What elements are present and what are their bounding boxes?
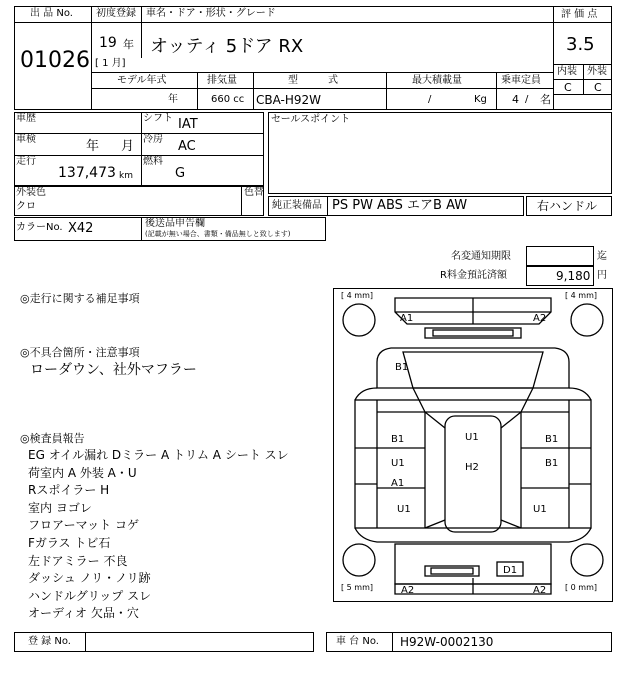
model-year-label: モデル年式 [117, 75, 167, 86]
model-value: CBA-H92W [256, 93, 322, 107]
tire-rr-depth: [ 0 mm] [565, 583, 598, 592]
max-load-unit: Kg [474, 94, 487, 105]
details-table [14, 112, 264, 186]
report-line: 左ドアミラー 不良 [28, 553, 128, 568]
report-line: フロアーマット コゲ [28, 518, 139, 533]
report-line: 室内 ヨゴレ [28, 500, 92, 515]
recycle-amount: 9,180 [556, 269, 591, 283]
tire-fl-depth: [ 4 mm] [341, 291, 374, 300]
sales-points-label: セールスポイント [271, 114, 351, 125]
ac-value: AC [178, 139, 196, 154]
exterior-color-label: 外装色 [16, 187, 46, 198]
capacity-unit: 名 [540, 93, 551, 106]
mileage-value: 137,473 [58, 165, 116, 181]
inspection-label: 車検 [16, 134, 36, 145]
mark-front-bumper-right: A2 [533, 313, 547, 324]
mark-left-front-fender: B1 [395, 362, 409, 373]
tire-rear-right [571, 544, 603, 576]
name-change-box [526, 246, 594, 266]
lot-number: 01026 [20, 48, 90, 73]
recycle-unit: 円 [597, 270, 607, 281]
max-load-slash: / [428, 94, 432, 105]
inspector-report [28, 449, 318, 625]
mark-right-rear-door: B1 [545, 458, 559, 469]
mark-right-rear-quarter: U1 [533, 504, 547, 515]
max-load-label: 最大積載量 [412, 75, 462, 86]
report-line: EG オイル漏れ Dミラー A トリム A シート スレ [28, 448, 289, 462]
color-no-label: カラーNo. [16, 222, 63, 233]
reg-year-unit: 年 [123, 38, 134, 51]
mark-rear-bumper-left: A2 [401, 585, 415, 596]
reg-year: 19 [99, 35, 117, 51]
capacity-label: 乗車定員 [501, 75, 541, 86]
exterior-label: 外装 [587, 66, 607, 77]
first-reg-label: 初度登録 [96, 8, 136, 19]
driving-notes-title: ◎走行に関する補足事項 [20, 292, 140, 305]
report-line: Rスポイラー H [28, 483, 110, 498]
history-label: 車歴 [16, 113, 36, 124]
model-label: 型 式 [288, 75, 338, 86]
mark-left-rear-quarter: U1 [397, 504, 411, 515]
report-line: オーディオ 欠品・穴 [28, 606, 139, 621]
aftermarket-label: 後送品申告欄 [145, 218, 205, 229]
recycle-label: R料金預託済額 [440, 270, 507, 281]
shift-value: IAT [178, 117, 198, 132]
score-value: 3.5 [566, 34, 595, 55]
tire-front-left [343, 304, 375, 336]
chassis-label: 車 台 No. [336, 636, 379, 647]
car-damage-diagram [333, 288, 613, 602]
model-year-unit: 年 [168, 94, 178, 105]
exterior-grade: C [594, 81, 602, 94]
mark-front-bumper-left: A1 [400, 313, 414, 324]
inspection-year: 年 [86, 139, 100, 154]
mileage-label: 走行 [16, 156, 36, 167]
exterior-color-value: クロ [16, 201, 36, 212]
defects-text: ローダウン、社外マフラー [30, 362, 197, 378]
handle-value: 右ハンドル [537, 199, 598, 213]
interior-grade: C [564, 81, 572, 94]
mark-rear-gate: D1 [503, 565, 518, 576]
inspection-month: 月 [121, 139, 135, 154]
mark-roof: H2 [465, 462, 479, 473]
reg-no-label: 登 録 No. [28, 636, 71, 647]
fuel-label: 燃料 [143, 156, 163, 167]
displacement-value: 660 cc [211, 94, 245, 105]
exterior-color-box [14, 186, 264, 216]
color-no-value: X42 [68, 221, 94, 236]
recolor-label: 色替 [244, 187, 264, 198]
displacement-label: 排気量 [207, 75, 237, 86]
inspector-title: ◎検査員報告 [20, 432, 85, 445]
lot-label: 出 品 No. [30, 8, 73, 19]
car-name: オッティ 5ドア RX [150, 36, 304, 57]
reg-month: [ 1 月] [95, 58, 126, 69]
mark-left-rear-door-a: A1 [391, 478, 405, 489]
chassis-number: H92W-0002130 [400, 635, 494, 649]
ac-label: 冷房 [143, 134, 163, 145]
fuel-value: G [175, 166, 186, 181]
tire-rl-depth: [ 5 mm] [341, 583, 374, 592]
tire-rear-left [343, 544, 375, 576]
score-label: 評 価 点 [561, 9, 598, 20]
report-line: ダッシュ ノリ・ノリ跡 [28, 571, 151, 586]
mark-roof-front: U1 [465, 432, 479, 443]
name-change-label: 名変通知期限 [451, 251, 511, 262]
tire-front-right [571, 304, 603, 336]
interior-label: 内装 [557, 66, 577, 77]
name-change-unit: 迄 [597, 251, 607, 262]
report-line: Fガラス トビ石 [28, 535, 111, 550]
car-name-label: 車名・ドア・形状・グレード [146, 8, 276, 19]
shift-label: シフト [143, 113, 173, 124]
mark-left-front-door: B1 [391, 434, 405, 445]
equipment-label: 純正装備品 [272, 200, 322, 211]
capacity-value: 4 [512, 93, 519, 106]
mark-rear-bumper-right: A2 [533, 585, 547, 596]
report-line: 荷室内 A 外装 A・U [28, 465, 137, 480]
report-line: ハンドルグリップ スレ [28, 588, 152, 603]
capacity-slash: / [525, 94, 529, 105]
defects-title: ◎不具合箇所・注意事項 [20, 346, 140, 359]
tire-fr-depth: [ 4 mm] [565, 291, 598, 300]
equipment-value: PS PW ABS エアB AW [332, 198, 468, 213]
aftermarket-note: (記載が無い場合、書類・備品無しと致します) [145, 230, 291, 238]
mark-right-front-door: B1 [545, 434, 559, 445]
mileage-unit: km [119, 171, 133, 181]
mark-left-rear-door-u: U1 [391, 458, 405, 469]
